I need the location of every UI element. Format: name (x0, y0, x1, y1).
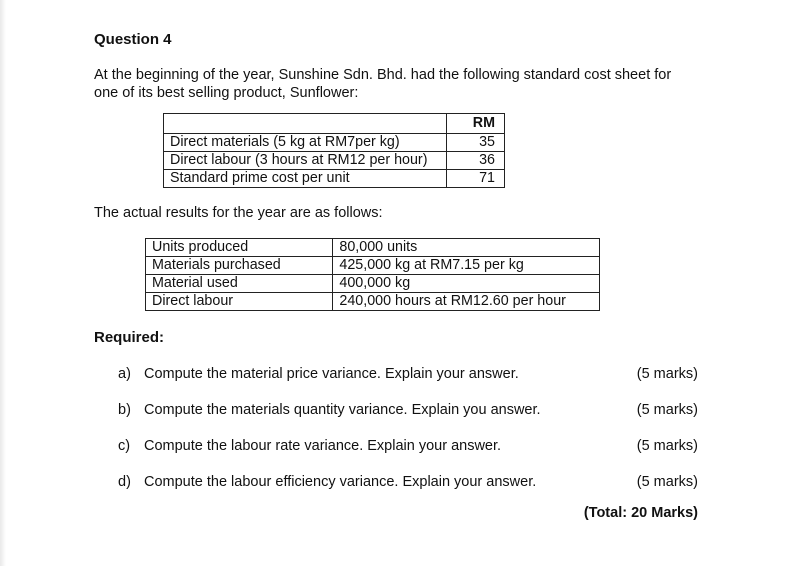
table-header-rm: RM (447, 114, 505, 134)
table-row (146, 257, 600, 275)
required-item-text: Compute the labour rate variance. Explain your answer. (144, 438, 502, 454)
total-marks: (Total: 20 Marks) (583, 505, 698, 521)
actual-value: 80,000 units (333, 239, 600, 257)
required-item-marks: (5 marks) (636, 366, 698, 382)
actual-results-table (145, 238, 600, 311)
actual-label: Materials purchased (146, 257, 333, 275)
required-item-letter: a) (118, 366, 131, 382)
standard-cost-table (163, 113, 505, 188)
actual-value: 425,000 kg at RM7.15 per kg (333, 257, 600, 275)
cost-label: Standard prime cost per unit (164, 170, 447, 188)
intro-line-2: one of its best selling product, Sunflower: (94, 85, 359, 101)
required-item-marks: (5 marks) (636, 474, 698, 490)
required-item-marks: (5 marks) (636, 402, 698, 418)
actual-value: 240,000 hours at RM12.60 per hour (333, 293, 600, 311)
required-heading: Required: (94, 329, 165, 346)
required-item-letter: c) (118, 438, 131, 454)
cost-label: Direct materials (5 kg at RM7per kg) (164, 134, 447, 152)
intro-line-1: At the beginning of the year, Sunshine Sdn. Bhd. had the following standard cost sheet for (94, 67, 672, 83)
table-row (146, 293, 600, 311)
cost-value: 71 (447, 170, 505, 188)
table-header-blank (164, 114, 447, 134)
actual-value: 400,000 kg (333, 275, 600, 293)
question-title: Question 4 (94, 31, 172, 48)
required-item-letter: d) (118, 474, 131, 490)
actual-label: Direct labour (146, 293, 333, 311)
question-intro (94, 66, 714, 102)
table-row (146, 239, 600, 257)
page-edge-shadow (0, 0, 6, 566)
table-row (164, 152, 505, 170)
table-row (164, 170, 505, 188)
cost-label: Direct labour (3 hours at RM12 per hour) (164, 152, 447, 170)
cost-value: 35 (447, 134, 505, 152)
required-item-letter: b) (118, 402, 131, 418)
actual-label: Material used (146, 275, 333, 293)
required-item-text: Compute the materials quantity variance. Explain you answer. (144, 402, 541, 418)
actual-results-intro: The actual results for the year are as follows: (94, 205, 383, 221)
required-item-text: Compute the labour efficiency variance. Explain your answer. (144, 474, 537, 490)
cost-value: 36 (447, 152, 505, 170)
table-row (164, 134, 505, 152)
required-item-marks: (5 marks) (636, 438, 698, 454)
actual-label: Units produced (146, 239, 333, 257)
table-row (146, 275, 600, 293)
required-item-text: Compute the material price variance. Explain your answer. (144, 366, 519, 382)
table-header-row (164, 114, 505, 134)
